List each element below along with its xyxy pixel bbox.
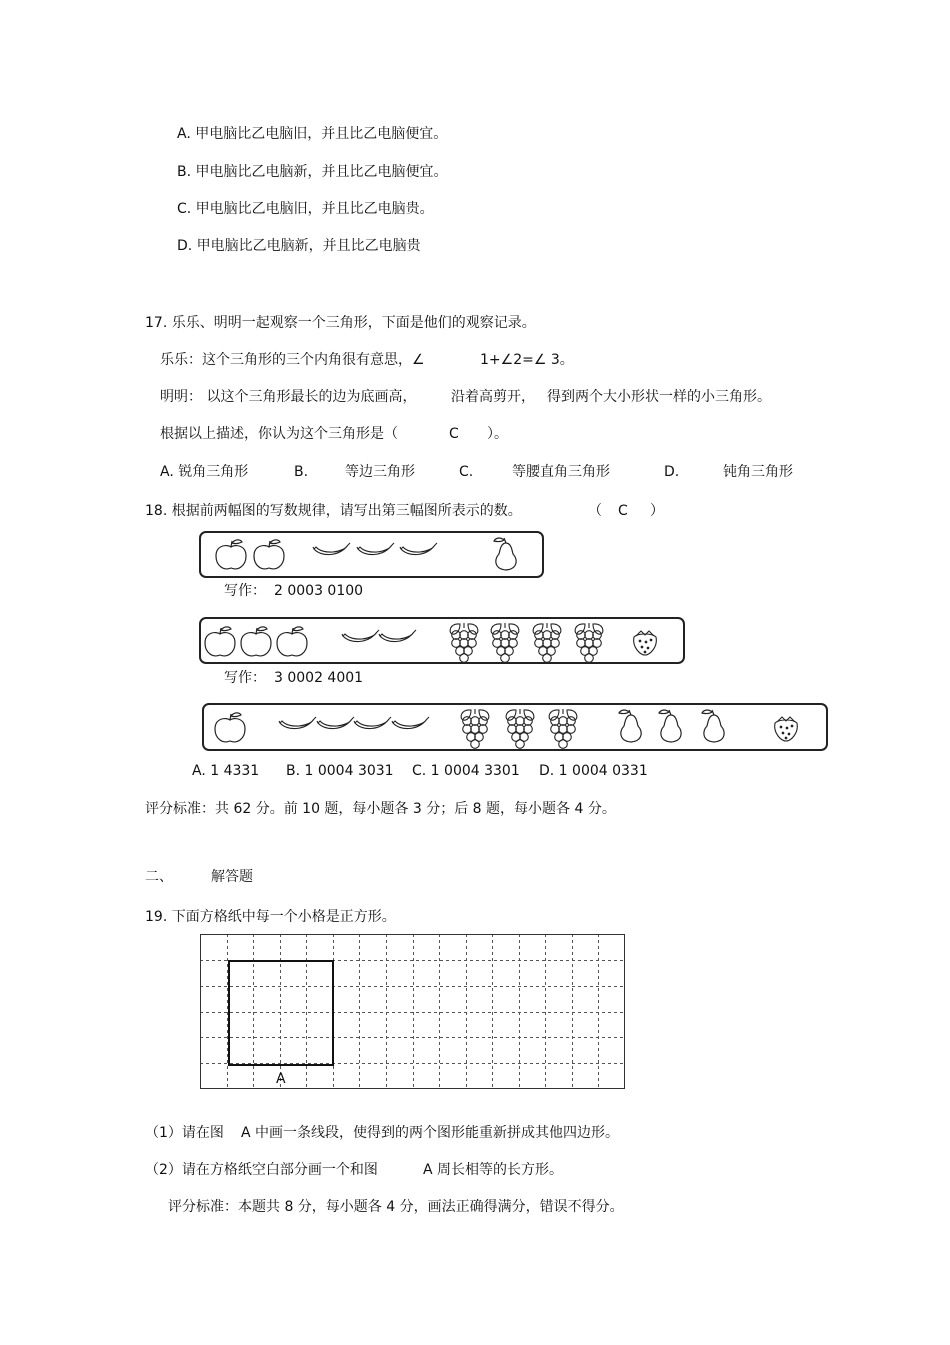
q17-mingming-a: 明明： 以这个三角形最长的边为底画高， (160, 389, 417, 405)
banana-icon (392, 717, 429, 729)
fruit-picture-1 (199, 531, 544, 578)
apple-icon (254, 540, 284, 569)
q18-stem: 18. 根据前两幅图的写数规律，请写出第三幅图所表示的数。 (145, 503, 522, 519)
banana-icon (313, 543, 350, 555)
pear-icon (702, 710, 724, 742)
apple-icon (241, 627, 271, 656)
fruit-picture-3-icons (204, 705, 826, 749)
q18-scoring: 评分标准：共 62 分。前 10 题，每小题各 3 分；后 8 题，每小题各 4 分。 (145, 801, 616, 817)
q17-option-d-letter: D. (664, 464, 680, 480)
q18-answer: C (618, 503, 628, 519)
grid-paper (200, 934, 626, 1090)
q17-mingming-b: 沿着高剪开， (451, 389, 535, 405)
q18-option-d: D. 1 0004 0331 (539, 763, 648, 779)
figure-a-label: A (276, 1071, 286, 1087)
q19-part1-a: （1）请在图 (145, 1125, 224, 1141)
q17-lele-b: 1+∠2=∠ 3。 (480, 352, 574, 368)
apple-icon (205, 627, 235, 656)
q17-option-b-letter: B. (294, 464, 309, 480)
pear-icon (494, 538, 516, 570)
grapes-icon (575, 623, 603, 662)
write-2-value: 3 0002 4001 (274, 670, 364, 686)
write-1-value: 2 0003 0100 (274, 583, 364, 599)
q16-option-c: C. 甲电脑比乙电脑旧，并且比乙电脑贵。 (177, 201, 434, 217)
fruit-picture-2-icons (201, 619, 683, 662)
apple-icon (216, 540, 246, 569)
strawberry-icon (634, 631, 657, 655)
q17-mingming-c: 得到两个大小形状一样的小三角形。 (547, 389, 771, 405)
write-2-label: 写作： (224, 670, 266, 686)
grapes-icon (533, 623, 561, 662)
q17-ask-end: ）。 (487, 426, 508, 442)
q18-option-a: A. 1 4331 (192, 763, 260, 779)
q16-option-d: D. 甲电脑比乙电脑新，并且比乙电脑贵 (177, 238, 421, 254)
q17-option-a: A. 锐角三角形 (160, 464, 249, 480)
q17-lele-a: 乐乐：这个三角形的三个内角很有意思，∠ (160, 352, 425, 368)
section-title: 解答题 (211, 869, 253, 885)
q19-part2-a: （2）请在方格纸空白部分画一个和图 (145, 1162, 378, 1178)
banana-icon (357, 543, 394, 555)
fruit-picture-2 (199, 617, 685, 664)
q17-option-b: 等边三角形 (345, 464, 415, 480)
pear-icon (619, 710, 641, 742)
grapes-icon (491, 623, 519, 662)
q19-scoring: 评分标准：本题共 8 分，每小题各 4 分，画法正确得满分，错误不得分。 (168, 1199, 624, 1215)
section-number: 二、 (145, 869, 173, 885)
q17-stem: 17. 乐乐、明明一起观察一个三角形，下面是他们的观察记录。 (145, 315, 536, 331)
grapes-icon (506, 709, 534, 748)
fruit-picture-3 (202, 703, 828, 751)
q17-option-c: 等腰直角三角形 (512, 464, 610, 480)
banana-icon (317, 717, 354, 729)
banana-icon (342, 630, 379, 642)
grapes-icon (549, 709, 577, 748)
q19-stem: 19. 下面方格纸中每一个小格是正方形。 (145, 909, 396, 925)
q18-option-c: C. 1 0004 3301 (412, 763, 520, 779)
grapes-icon (461, 709, 489, 748)
q18-paren-open: （ (588, 503, 602, 519)
banana-icon (279, 717, 316, 729)
q19-part1-b: A 中画一条线段，使得到的两个图形能重新拼成其他四边形。 (241, 1125, 620, 1141)
write-1-label: 写作： (224, 583, 266, 599)
q18-option-b: B. 1 0004 3031 (286, 763, 394, 779)
apple-icon (215, 713, 245, 742)
pear-icon (659, 710, 681, 742)
strawberry-icon (775, 717, 798, 741)
banana-icon (354, 717, 391, 729)
grapes-icon (450, 623, 478, 662)
banana-icon (400, 543, 437, 555)
q16-option-a: A. 甲电脑比乙电脑旧，并且比乙电脑便宜。 (177, 126, 448, 142)
fruit-picture-1-icons (201, 533, 542, 576)
q17-ask: 根据以上描述，你认为这个三角形是（ (160, 426, 398, 442)
banana-icon (379, 630, 416, 642)
q16-option-b: B. 甲电脑比乙电脑新，并且比乙电脑便宜。 (177, 164, 448, 180)
q19-part2-b: A 周长相等的长方形。 (423, 1162, 564, 1178)
q17-option-d: 钝角三角形 (723, 464, 793, 480)
apple-icon (277, 627, 307, 656)
q18-paren-close: ） (650, 503, 664, 519)
q17-answer: C (449, 426, 459, 442)
q17-option-c-letter: C. (459, 464, 474, 480)
